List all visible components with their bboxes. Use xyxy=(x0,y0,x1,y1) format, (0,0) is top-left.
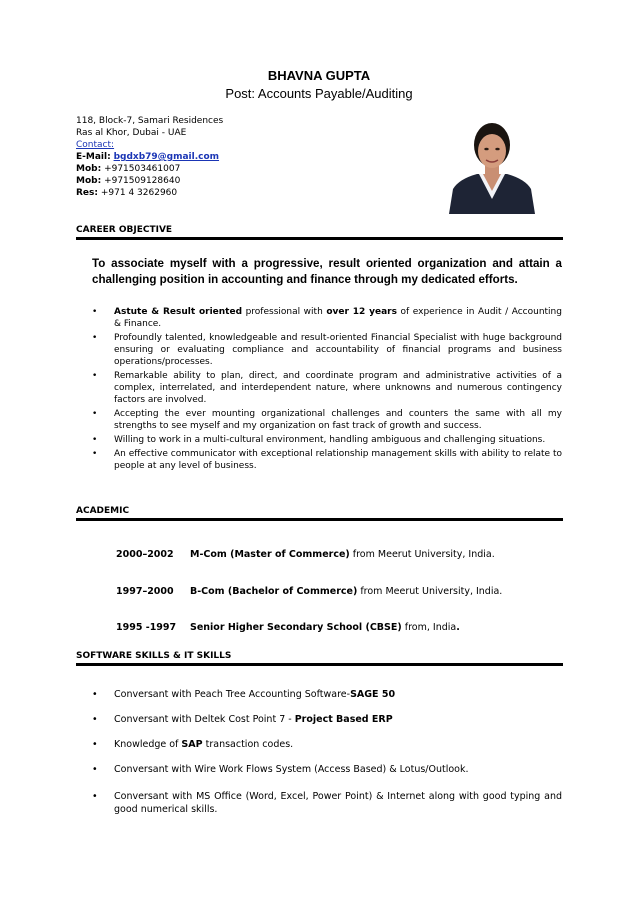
bullet-2-text: Profoundly talented, knowledgeable and result-oriented Financial Specialist with huge background ensuring or evaluating compliance and accountability of financial programs and business operations/processes. xyxy=(114,333,562,367)
list-item xyxy=(92,434,562,446)
academic-heading: ACADEMIC xyxy=(76,506,130,516)
software-item-3-text-2: transaction codes. xyxy=(202,739,294,750)
bullet-glyph: • xyxy=(92,791,98,802)
objective-bullets xyxy=(92,306,562,474)
bullet-1-text-2: of experience in Audit / Accounting & Finance. xyxy=(114,307,562,329)
bullet-5-text: Willing to work in a multi-cultural environment, handling ambiguous and challenging situations. xyxy=(114,435,546,445)
address-line-1: 118, Block-7, Samari Residences xyxy=(76,116,224,126)
mob-number-1: +971503461007 xyxy=(104,164,181,174)
academic-row xyxy=(116,622,460,633)
list-item xyxy=(92,370,562,406)
academic-end-period: . xyxy=(456,622,460,633)
list-item xyxy=(92,790,562,816)
bullet-glyph: • xyxy=(92,764,98,775)
email-link[interactable]: bgdxb79@gmail.com xyxy=(113,152,220,162)
profile-photo xyxy=(447,111,537,214)
academic-institution: from, India xyxy=(401,622,457,633)
list-item xyxy=(92,448,562,472)
mobile-row-2 xyxy=(76,175,223,187)
post-title: Post: Accounts Payable/Auditing xyxy=(225,86,413,101)
list-item xyxy=(92,408,562,432)
list-item xyxy=(92,688,562,701)
contact-label: Contact: xyxy=(76,140,115,150)
bullet-glyph: • xyxy=(92,435,98,445)
software-item-1-bold: SAGE 50 xyxy=(350,689,396,700)
mob-label-1: Mob: xyxy=(76,164,102,174)
career-objective-heading: CAREER OBJECTIVE xyxy=(76,225,173,235)
list-item xyxy=(92,306,562,330)
academic-row xyxy=(116,549,495,560)
address-line-2: Ras al Khor, Dubai - UAE xyxy=(76,128,187,138)
res-number: +971 4 3262960 xyxy=(100,188,178,198)
list-item xyxy=(92,738,562,751)
bullet-1-text-1: professional with xyxy=(242,307,327,317)
academic-degree: M-Com (Master of Commerce) xyxy=(190,549,350,560)
bullet-3-text: Remarkable ability to plan, direct, and coordinate program and administrative activities of a complex, interrelated, and interdependent nature, where unknowns and numerous contingency factors are involved. xyxy=(114,371,562,405)
bullet-glyph: • xyxy=(92,371,98,381)
bullet-4-text: Accepting the ever mounting organizational challenges and counters the same with all my strengths to see myself and my organization on fast track of growth and success. xyxy=(114,409,562,431)
software-item-4-text: Conversant with Wire Work Flows System (Access Based) & Lotus/Outlook. xyxy=(114,764,469,775)
software-item-2-text: Conversant with Deltek Cost Point 7 - xyxy=(114,714,295,725)
bullet-1-bold-2: over 12 years xyxy=(326,307,397,317)
res-label: Res: xyxy=(76,188,98,198)
academic-year: 2000–2002 xyxy=(116,549,174,560)
academic-degree: B-Com (Bachelor of Commerce) xyxy=(190,586,358,597)
bullet-glyph: • xyxy=(92,307,98,317)
bullet-glyph: • xyxy=(92,333,98,343)
academic-institution: from Meerut University, India. xyxy=(357,586,503,597)
academic-row xyxy=(116,586,502,597)
software-skills-heading: SOFTWARE SKILLS & IT SKILLS xyxy=(76,651,232,661)
list-item xyxy=(92,332,562,368)
software-skills-rule xyxy=(76,663,563,666)
academic-rule xyxy=(76,518,563,521)
bullet-glyph: • xyxy=(92,739,98,750)
bullet-glyph: • xyxy=(92,449,98,459)
career-objective-rule xyxy=(76,237,563,240)
mob-number-2: +971509128640 xyxy=(104,176,181,186)
software-item-2-bold: Project Based ERP xyxy=(294,714,393,725)
email-label: E-Mail: xyxy=(76,152,111,162)
mob-label-2: Mob: xyxy=(76,176,102,186)
academic-year: 1997–2000 xyxy=(116,586,174,597)
bullet-1-bold-1: Astute & Result oriented xyxy=(114,307,243,317)
mobile-row-1 xyxy=(76,163,223,175)
candidate-name: BHAVNA GUPTA xyxy=(267,68,371,83)
list-item xyxy=(92,713,562,726)
software-item-3-text-1: Knowledge of xyxy=(114,739,182,750)
bullet-glyph: • xyxy=(92,409,98,419)
software-item-1-text: Conversant with Peach Tree Accounting Software- xyxy=(114,689,351,700)
software-item-5-text: Conversant with MS Office (Word, Excel, Power Point) & Internet along with good typing and good numerical skills. xyxy=(114,791,562,815)
academic-degree: Senior Higher Secondary School (CBSE) xyxy=(190,622,402,633)
res-row xyxy=(76,187,223,199)
bullet-glyph: • xyxy=(92,689,98,700)
contact-block xyxy=(76,115,223,199)
list-item xyxy=(92,763,562,776)
academic-year: 1995 -1997 xyxy=(116,622,177,633)
email-row xyxy=(76,151,223,163)
objective-statement: To associate myself with a progressive, result oriented organization and attain a challenging position in accounting and finance through my dedicated efforts. xyxy=(92,257,562,286)
bullet-glyph: • xyxy=(92,714,98,725)
academic-institution: from Meerut University, India. xyxy=(349,549,495,560)
software-item-3-bold: SAP xyxy=(181,739,203,750)
bullet-6-text: An effective communicator with exceptional relationship management skills with ability to relate to people at any level of business. xyxy=(114,449,562,471)
